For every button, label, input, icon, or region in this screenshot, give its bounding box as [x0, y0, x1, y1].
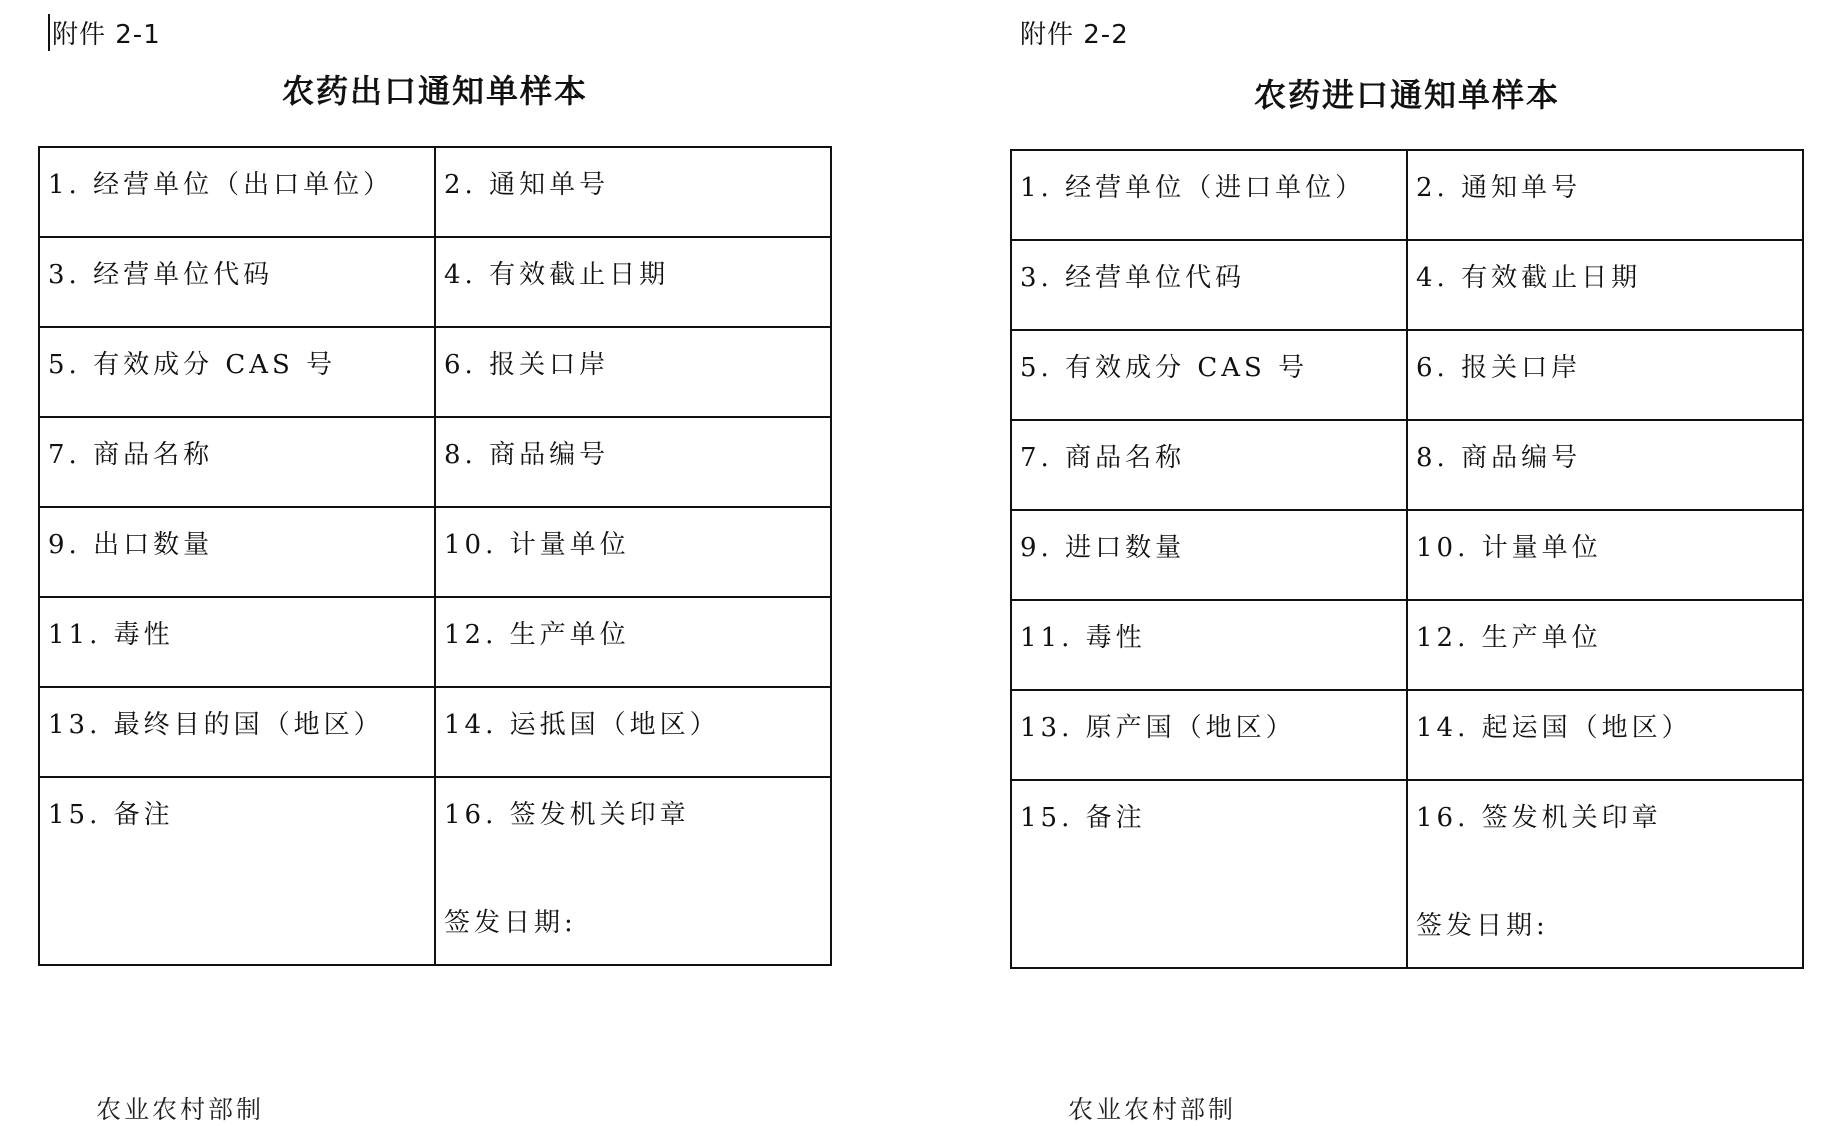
field-cell: 12. 生产单位 [1407, 600, 1803, 690]
table-row [39, 777, 831, 965]
document-title: 农药出口通知单样本 [281, 72, 588, 110]
field-cell: 4. 有效截止日期 [1407, 240, 1803, 330]
field-cell-seal [1407, 780, 1803, 968]
field-cell: 5. 有效成分 CAS 号 [39, 327, 435, 417]
table-row [39, 417, 831, 507]
document-title: 农药进口通知单样本 [1253, 76, 1560, 114]
table-row [1011, 240, 1803, 330]
field-cell: 1. 经营单位（出口单位） [39, 147, 435, 237]
field-cell: 10. 计量单位 [435, 507, 831, 597]
field-cell: 3. 经营单位代码 [1011, 240, 1407, 330]
seal-label: 16. 签发机关印章 [444, 800, 690, 830]
table-row [1011, 420, 1803, 510]
table-row [39, 507, 831, 597]
table-row [39, 597, 831, 687]
field-cell: 5. 有效成分 CAS 号 [1011, 330, 1407, 420]
table-row [39, 237, 831, 327]
import-notice-table [1010, 149, 1804, 969]
field-cell: 6. 报关口岸 [1407, 330, 1803, 420]
table-row [1011, 690, 1803, 780]
import-notice-panel [1010, 0, 1810, 1126]
attachment-label: 附件 2-2 [1020, 20, 1129, 50]
field-cell: 15. 备注 [1011, 780, 1407, 968]
table-row [39, 687, 831, 777]
table-row [39, 147, 831, 237]
seal-label: 16. 签发机关印章 [1416, 803, 1662, 833]
field-cell: 13. 原产国（地区） [1011, 690, 1407, 780]
field-cell: 15. 备注 [39, 777, 435, 965]
issue-date-label: 签发日期: [1416, 911, 1549, 941]
field-cell: 2. 通知单号 [1407, 150, 1803, 240]
field-cell: 8. 商品编号 [435, 417, 831, 507]
field-cell: 2. 通知单号 [435, 147, 831, 237]
table-row [1011, 600, 1803, 690]
export-notice-panel [38, 0, 838, 1126]
field-cell-seal [435, 777, 831, 965]
table-row [1011, 150, 1803, 240]
field-cell: 9. 进口数量 [1011, 510, 1407, 600]
export-notice-table [38, 146, 832, 966]
issue-date-label: 签发日期: [444, 908, 577, 938]
field-cell: 10. 计量单位 [1407, 510, 1803, 600]
field-cell: 3. 经营单位代码 [39, 237, 435, 327]
table-row [1011, 510, 1803, 600]
field-cell: 12. 生产单位 [435, 597, 831, 687]
table-row [1011, 330, 1803, 420]
field-cell: 6. 报关口岸 [435, 327, 831, 417]
field-cell: 4. 有效截止日期 [435, 237, 831, 327]
field-cell: 13. 最终目的国（地区） [39, 687, 435, 777]
field-cell: 11. 毒性 [1011, 600, 1407, 690]
attachment-label: 附件 2-1 [48, 14, 161, 51]
field-cell: 14. 运抵国（地区） [435, 687, 831, 777]
issuer-footer: 农业农村部制 [1068, 1095, 1237, 1124]
table-row [1011, 780, 1803, 968]
field-cell: 9. 出口数量 [39, 507, 435, 597]
issuer-footer: 农业农村部制 [96, 1095, 265, 1124]
field-cell: 14. 起运国（地区） [1407, 690, 1803, 780]
field-cell: 11. 毒性 [39, 597, 435, 687]
table-row [39, 327, 831, 417]
field-cell: 1. 经营单位（进口单位） [1011, 150, 1407, 240]
field-cell: 7. 商品名称 [39, 417, 435, 507]
field-cell: 7. 商品名称 [1011, 420, 1407, 510]
field-cell: 8. 商品编号 [1407, 420, 1803, 510]
